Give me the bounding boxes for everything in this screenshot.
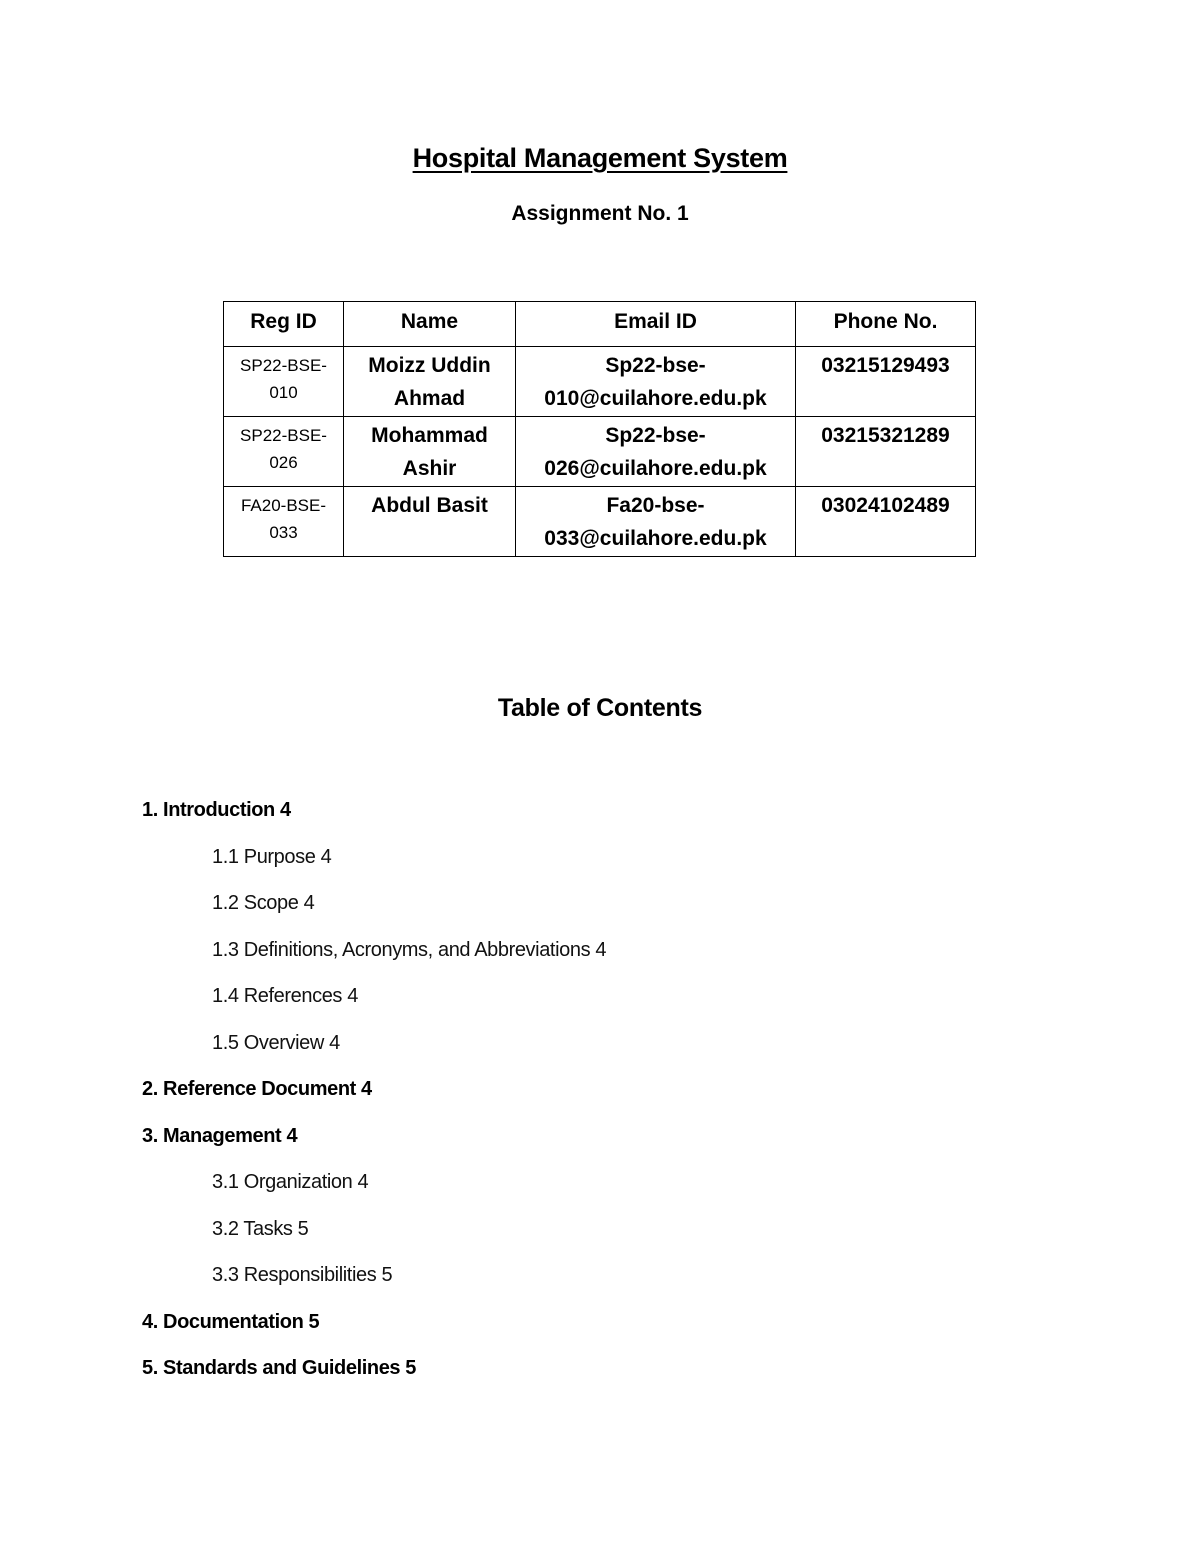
email-cell [516, 347, 796, 417]
header-reg-id: Reg ID [224, 302, 344, 347]
table-row [224, 487, 976, 557]
reg-id-line: 026 [269, 453, 298, 472]
toc-entry-management: 3. Management 4 [142, 1124, 298, 1147]
toc-entry-documentation: 4. Documentation 5 [142, 1310, 320, 1333]
name-line: Moizz Uddin [368, 354, 491, 377]
toc-entry-definitions: 1.3 Definitions, Acronyms, and Abbreviations 4 [212, 938, 607, 961]
members-table [223, 301, 976, 557]
phone-cell: 03215129493 [796, 347, 976, 417]
toc-entry-scope: 1.2 Scope 4 [212, 892, 315, 914]
reg-id-line: SP22-BSE- [240, 356, 327, 375]
email-cell [516, 487, 796, 557]
reg-id-cell [224, 487, 344, 557]
name-line: Abdul Basit [371, 494, 488, 517]
toc-entry-introduction: 1. Introduction 4 [142, 799, 291, 821]
toc-entry-reference-document: 2. Reference Document 4 [142, 1078, 372, 1100]
reg-id-line: SP22-BSE- [240, 426, 327, 445]
email-line: 026@cuilahore.edu.pk [544, 457, 767, 480]
toc-entry-organization: 3.1 Organization 4 [212, 1171, 369, 1193]
email-line: Fa20-bse- [606, 494, 705, 517]
page-title: Hospital Management System [412, 143, 788, 173]
table-row [224, 417, 976, 487]
toc-entry-references: 1.4 References 4 [212, 985, 358, 1007]
toc-title: Table of Contents [497, 694, 703, 722]
name-cell [344, 417, 516, 487]
reg-id-line: 033 [269, 523, 298, 542]
name-line: Ahmad [393, 387, 466, 410]
email-line: Sp22-bse- [605, 354, 706, 377]
name-line: Ashir [402, 457, 457, 480]
assignment-subtitle: Assignment No. 1 [511, 202, 689, 225]
name-line: Mohammad [371, 424, 488, 447]
reg-id-line: FA20-BSE- [240, 496, 327, 515]
toc-entry-responsibilities: 3.3 Responsibilities 5 [212, 1264, 393, 1286]
toc-entry-tasks: 3.2 Tasks 5 [212, 1217, 309, 1240]
header-phone-no: Phone No. [796, 302, 976, 347]
table-of-contents [0, 795, 1200, 1400]
phone-cell: 03024102489 [796, 487, 976, 557]
reg-id-line: 010 [269, 383, 298, 402]
email-cell [516, 417, 796, 487]
toc-entry-standards-guidelines: 5. Standards and Guidelines 5 [142, 1357, 417, 1379]
table-row [224, 347, 976, 417]
header-name: Name [344, 302, 516, 347]
email-line: Sp22-bse- [605, 424, 706, 447]
table-header-row [224, 302, 976, 347]
name-cell [344, 487, 516, 557]
name-cell [344, 347, 516, 417]
reg-id-cell [224, 417, 344, 487]
toc-entry-purpose: 1.1 Purpose 4 [212, 845, 332, 868]
email-line: 010@cuilahore.edu.pk [544, 387, 767, 410]
email-line: 033@cuilahore.edu.pk [544, 527, 767, 550]
phone-cell: 03215321289 [796, 417, 976, 487]
header-email-id: Email ID [516, 302, 796, 347]
reg-id-cell [224, 347, 344, 417]
toc-entry-overview: 1.5 Overview 4 [212, 1031, 340, 1054]
